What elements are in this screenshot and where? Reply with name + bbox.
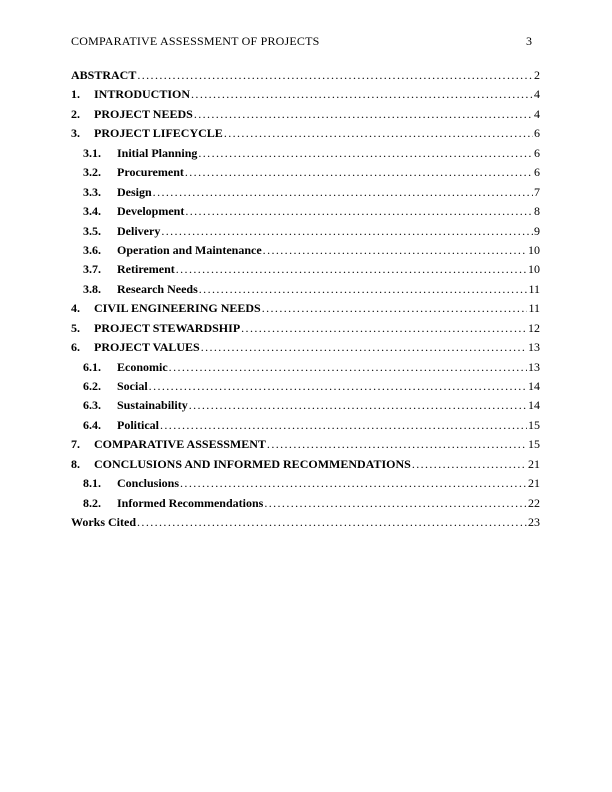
toc-entry-page: 21	[528, 476, 540, 491]
toc-entry[interactable]	[71, 319, 540, 338]
toc-entry-label: COMPARATIVE ASSESSMENT	[94, 437, 266, 452]
toc-entry-number: 6.3.	[83, 398, 101, 413]
toc-entry-number: 1.	[71, 87, 80, 102]
toc-entry-label: Research Needs	[117, 281, 198, 296]
toc-entry[interactable]	[71, 435, 540, 454]
toc-entry[interactable]	[71, 183, 540, 202]
toc-leader-dots	[191, 85, 533, 104]
toc-leader-dots	[160, 416, 527, 435]
toc-leader-dots	[241, 319, 527, 338]
toc-entry-page: 13	[528, 359, 540, 374]
toc-entry-page: 13	[528, 340, 540, 355]
toc-entry-number: 3.5.	[83, 223, 101, 238]
toc-entry[interactable]	[71, 66, 540, 85]
toc-entry-number: 6.4.	[83, 417, 101, 432]
toc-entry-number: 3.2.	[83, 165, 101, 180]
toc-leader-dots	[262, 299, 528, 318]
toc-leader-dots	[185, 163, 533, 182]
toc-entry-page: 15	[528, 437, 540, 452]
toc-entry[interactable]	[71, 377, 540, 396]
toc-entry[interactable]	[71, 222, 540, 241]
toc-leader-dots	[161, 222, 533, 241]
toc-entry-label: Political	[117, 417, 159, 432]
toc-entry[interactable]	[71, 416, 540, 435]
toc-leader-dots	[224, 124, 533, 143]
toc-entry-number: 3.1.	[83, 145, 101, 160]
toc-leader-dots	[263, 241, 527, 260]
toc-entry-page: 9	[534, 223, 540, 238]
toc-entry-label: PROJECT LIFECYCLE	[94, 126, 223, 141]
toc-entry-label: Design	[117, 184, 152, 199]
toc-leader-dots	[412, 455, 527, 474]
toc-entry-number: 3.6.	[83, 242, 101, 257]
page-header	[71, 34, 540, 50]
toc-entry-label: Retirement	[117, 262, 175, 277]
toc-entry-page: 6	[534, 145, 540, 160]
toc-entry-number: 3.	[71, 126, 80, 141]
toc-entry[interactable]	[71, 163, 540, 182]
toc-entry[interactable]	[71, 144, 540, 163]
toc-leader-dots	[137, 66, 533, 85]
toc-entry-label: Delivery	[117, 223, 161, 238]
toc-entry-label: Works Cited	[71, 515, 137, 530]
toc-leader-dots	[194, 105, 533, 124]
toc-entry-number: 8.1.	[83, 476, 101, 491]
toc-entry-label: Informed Recommendations	[117, 495, 264, 510]
toc-entry-number: 3.4.	[83, 204, 101, 219]
toc-entry-page: 23	[528, 515, 540, 530]
toc-entry-page: 2	[534, 68, 540, 82]
toc-entry-label: PROJECT STEWARDSHIP	[94, 320, 241, 335]
toc-entry-label: Procurement	[117, 165, 184, 180]
toc-entry-page: 11	[528, 301, 540, 316]
toc-entry[interactable]	[71, 338, 540, 357]
toc-leader-dots	[267, 435, 527, 454]
toc-entry-label: Conclusions	[117, 476, 180, 491]
toc-entry-page: 15	[528, 417, 540, 432]
toc-entry-number: 3.3.	[83, 184, 101, 199]
running-head-title: COMPARATIVE ASSESSMENT OF PROJECTS	[71, 34, 320, 48]
toc-entry[interactable]	[71, 260, 540, 279]
toc-entry-number: 6.	[71, 340, 80, 355]
toc-entry-number: 8.	[71, 456, 80, 471]
toc-entry[interactable]	[71, 202, 540, 221]
toc-entry-number: 6.1.	[83, 359, 101, 374]
toc-entry-number: 3.7.	[83, 262, 101, 277]
toc-entry[interactable]	[71, 105, 540, 124]
toc-entry-number: 6.2.	[83, 379, 101, 393]
toc-entry-label: PROJECT VALUES	[94, 340, 200, 355]
toc-entry[interactable]	[71, 241, 540, 260]
toc-entry-label: Economic	[117, 359, 168, 374]
toc-leader-dots	[199, 280, 528, 299]
toc-entry-page: 21	[528, 456, 540, 471]
toc-entry[interactable]	[71, 124, 540, 143]
toc-entry[interactable]	[71, 396, 540, 415]
toc-entry-number: 2.	[71, 106, 80, 121]
toc-leader-dots	[189, 396, 527, 415]
toc-entry-page: 10	[528, 242, 540, 257]
toc-entry-page: 11	[528, 281, 540, 296]
toc-entry[interactable]	[71, 358, 540, 377]
toc-leader-dots	[153, 183, 533, 202]
toc-entry[interactable]	[71, 513, 540, 532]
toc-entry-number: 7.	[71, 437, 80, 452]
toc-entry-page: 14	[528, 379, 540, 393]
toc-entry-label: Initial Planning	[117, 145, 198, 160]
toc-entry[interactable]	[71, 494, 540, 513]
toc-entry-label: CONCLUSIONS AND INFORMED RECOMMENDATIONS	[94, 456, 411, 471]
toc-entry-number: 4.	[71, 301, 80, 316]
toc-entry-page: 14	[528, 398, 540, 413]
toc-entry-page: 22	[528, 495, 540, 510]
toc-entry-page: 4	[534, 106, 540, 121]
toc-entry-label: CIVIL ENGINEERING NEEDS	[94, 301, 261, 316]
toc-entry-number: 3.8.	[83, 281, 101, 296]
toc-entry-page: 12	[528, 320, 540, 335]
toc-entry-page: 4	[534, 87, 540, 102]
toc-entry-label: Development	[117, 204, 185, 219]
toc-leader-dots	[185, 202, 533, 221]
toc-entry-label: Operation and Maintenance	[117, 242, 262, 257]
toc-leader-dots	[198, 144, 533, 163]
toc-entry-label: Sustainability	[117, 398, 188, 413]
toc-entry[interactable]	[71, 299, 540, 318]
toc-entry-label: ABSTRACT	[71, 68, 137, 82]
toc-entry-page: 7	[534, 184, 540, 199]
toc-entry-page: 6	[534, 165, 540, 180]
toc-entry-page: 10	[528, 262, 540, 277]
toc-entry[interactable]	[71, 474, 540, 493]
toc-entry[interactable]	[71, 455, 540, 474]
toc-entry-page: 8	[534, 204, 540, 219]
toc-leader-dots	[264, 494, 527, 513]
toc-leader-dots	[176, 260, 527, 279]
header-page-number: 3	[526, 34, 532, 48]
toc-entry-number: 5.	[71, 320, 80, 335]
toc-entry-number: 8.2.	[83, 495, 101, 510]
toc-entry-label: INTRODUCTION	[94, 87, 191, 102]
toc-entry[interactable]	[71, 85, 540, 104]
toc-entry[interactable]	[71, 280, 540, 299]
toc-leader-dots	[180, 474, 527, 493]
toc-entry-label: Social	[117, 379, 148, 393]
toc-leader-dots	[201, 338, 527, 357]
toc-leader-dots	[169, 358, 527, 377]
toc-entry-page: 6	[534, 126, 540, 141]
toc-entry-label: PROJECT NEEDS	[94, 106, 193, 121]
toc-leader-dots	[149, 377, 527, 396]
toc-list	[71, 66, 540, 533]
toc-leader-dots	[137, 513, 527, 532]
